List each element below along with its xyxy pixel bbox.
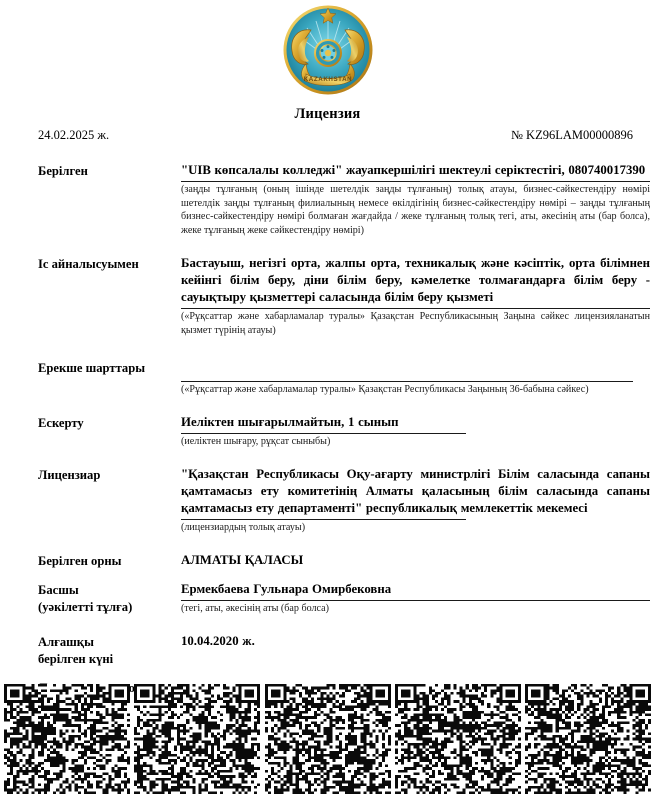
field-place-of-issue: [38, 552, 650, 570]
field-value-head: Ермекбаева Гульнара Омирбековна: [181, 582, 392, 597]
field-label-head-line1: Басшы: [38, 583, 79, 598]
field-body-note: [181, 414, 650, 449]
field-issued-to: [38, 162, 650, 238]
field-label-head-line2: (уәкілетті тұлға): [38, 599, 133, 614]
emblem-caption: KAZAKHSTAN: [303, 76, 352, 84]
field-value-licensor: "Қазақстан Республикасы Оқу-ағарту министрлігі Білім саласында сапаны қамтамасыз ету комитетінің Алматы қаласының білім саласында сапаны қамтамасыз ету департаменті" республикалық мемлекеттік мекемесі: [181, 466, 650, 515]
field-licensor: [38, 466, 650, 535]
qr-code-3: [265, 684, 391, 794]
field-label-place-of-issue: Берілген орны: [38, 553, 122, 568]
field-label-activity: Іс айналысуымен: [38, 256, 139, 271]
field-value-note: Иеліктен шығарылмайтын, 1 сынып: [181, 415, 399, 430]
field-first-issue-date: [38, 633, 650, 667]
qr-code-strip: [4, 684, 651, 794]
spacer: [38, 667, 650, 679]
field-hint-issued-to: (заңды тұлғаның (оның ішінде шетелдік заңды тұлғаның) толық атауы, бизнес-сәйкестендіру нөмірі шетелдік заңды тұлғаның филиалының немесе өкілдігінің бизнес-сәйкестендіру нөмірі – заңды тұлғаның бизнес-сәйкестендіру нөмірі болмаған жағдайда / жеке тұлғаның толық тегі, аты, әкесінің аты (бар болса), жеке тұлғаның жеке сәйкестендіру нөмірі): [181, 184, 650, 237]
field-activity: [38, 255, 650, 337]
spacer: [38, 569, 650, 581]
qr-code-1: [4, 684, 130, 794]
field-value-activity: Бастауыш, негізгі орта, жалпы орта, техникалық және кәсіптік, орта білімнен кейінгі білім беру, діни білім беру, кәмелетке толмағандарға білім беру - сауықтыру қызметтері саласында білім беру қызметі: [181, 255, 650, 304]
spacer: [38, 616, 650, 633]
field-label-first-issue-date-line2: берілген күні: [38, 651, 114, 666]
spacer: [38, 337, 650, 359]
field-body-first-issue-date: [181, 633, 650, 650]
field-label-note: Ескерту: [38, 416, 84, 431]
field-body-issued-to: [181, 162, 650, 238]
field-special-conditions: [38, 359, 650, 397]
qr-code-2: [134, 684, 260, 794]
field-value-issued-to: "UIB көпсалалы колледжі" жауапкершілігі шектеулі серіктестігі, 080740017390: [181, 163, 646, 177]
field-value-place-of-issue: АЛМАТЫ ҚАЛАСЫ: [181, 552, 304, 567]
issue-date: 24.02.2025 ж.: [38, 128, 110, 142]
spacer: [38, 397, 650, 414]
emblem-container: [0, 4, 655, 96]
field-rule-licensor: [181, 519, 466, 520]
license-number: № KZ96LAM00000896: [511, 128, 633, 142]
spacer: [38, 238, 650, 255]
kazakhstan-state-emblem-icon: [282, 4, 374, 96]
field-label-head: [38, 581, 181, 615]
field-label-special-conditions: Ерекше шарттары: [38, 361, 146, 376]
field-head: [38, 581, 650, 616]
field-hint-licensor: (лицензиардың толық атауы): [181, 521, 306, 533]
field-body-place-of-issue: [181, 552, 650, 569]
document-meta-row: [38, 128, 643, 143]
field-hint-head: (тегі, аты, әкесінің аты (бар болса): [181, 603, 329, 615]
field-body-activity: [181, 255, 650, 337]
field-body-head: [181, 581, 650, 616]
field-value-first-issue-date: 10.04.2020 ж.: [181, 633, 255, 648]
field-note: [38, 414, 650, 449]
field-rule-special-conditions: [181, 381, 633, 382]
field-label-first-issue-date-line1: Алғашқы: [38, 634, 94, 649]
field-rule-head: [181, 600, 650, 601]
field-rule-note: [181, 433, 466, 434]
field-rule-activity: [181, 308, 650, 309]
page-title: Лицензия: [294, 106, 361, 122]
qr-code-5: [525, 684, 651, 794]
field-hint-special-conditions: («Рұқсаттар және хабарламалар туралы» Қазақстан Республикасы Заңының 36-бабына сәйкес): [181, 384, 589, 396]
field-body-special-conditions: [181, 359, 650, 397]
field-hint-activity: («Рұқсаттар және хабарламалар туралы» Қазақстан Республикасының Заңына сәйкес лицензияланатын қызмет түрінің атауы): [181, 310, 650, 336]
field-value-special-conditions: [181, 359, 650, 379]
field-label-first-issue-date: [38, 633, 181, 667]
field-hint-note: (иеліктен шығару, рұқсат сыныбы): [181, 436, 331, 448]
license-fields: [38, 162, 650, 713]
spacer: [38, 535, 650, 552]
field-body-licensor: [181, 466, 650, 535]
field-label-issued-to: Берілген: [38, 164, 88, 178]
qr-code-4: [395, 684, 521, 794]
field-rule-issued-to: [181, 181, 650, 182]
spacer: [38, 449, 650, 466]
field-label-licensor: Лицензиар: [38, 467, 101, 482]
